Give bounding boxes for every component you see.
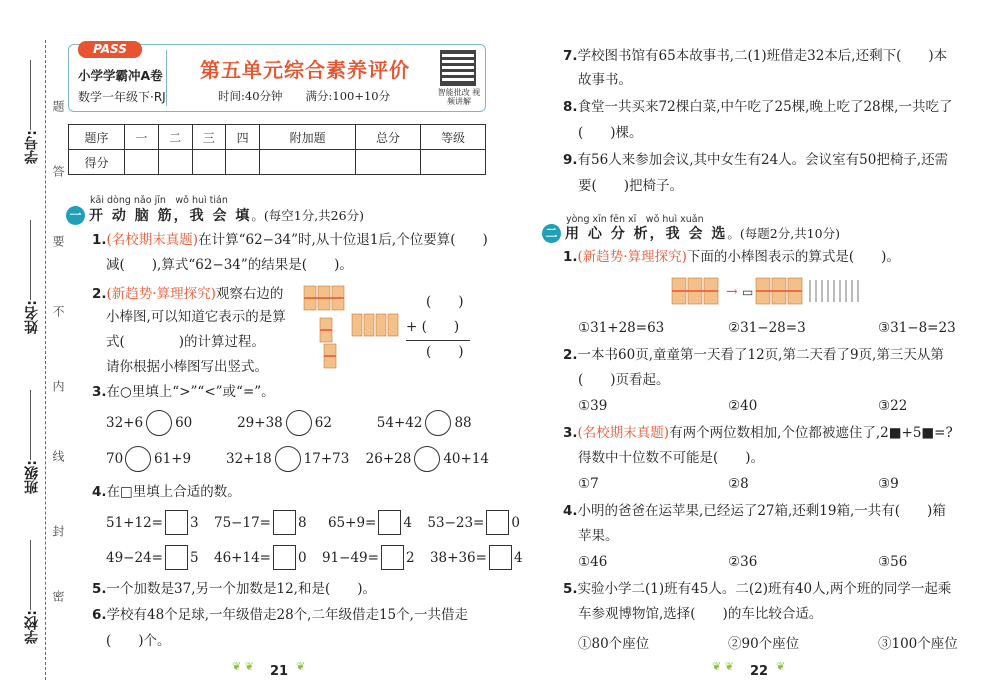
table-row [69, 150, 486, 175]
digit: 2 [405, 549, 415, 566]
compare-circle[interactable] [414, 446, 440, 472]
table-cell: 总分 [356, 125, 421, 150]
compare-right: 88 [454, 415, 472, 431]
answer-box[interactable] [273, 545, 296, 570]
option[interactable]: ②31−28=3 [728, 320, 806, 336]
options-row [578, 398, 907, 414]
digit: 4 [403, 514, 412, 531]
question-text: 在计算“62−34”时,从十位退1后,个位要算( ) [198, 232, 488, 248]
options-row [578, 632, 958, 652]
section-one-header [66, 205, 364, 225]
header-divider [166, 50, 167, 106]
score-input-cell[interactable] [356, 150, 421, 175]
equation: 38+36= [429, 549, 487, 566]
choice-question-2 [563, 343, 944, 368]
option[interactable]: ③56 [878, 554, 908, 570]
question-text: 小明的爸爸在运苹果,已经运了27箱,还剩19箱,一共有( )箱 [577, 503, 946, 519]
answer-box[interactable] [378, 510, 401, 535]
seal-char: 密 [51, 590, 65, 602]
table-cell: 二 [158, 125, 192, 150]
answer-box[interactable] [489, 545, 512, 570]
question-9-cont: 要( )把椅子。 [578, 178, 684, 194]
score-input-cell[interactable] [226, 150, 260, 175]
question-1 [92, 228, 488, 253]
question-number: 2. [92, 286, 107, 302]
answer-box[interactable] [165, 510, 188, 535]
choice-question-5 [563, 577, 951, 602]
answer-box[interactable] [273, 510, 296, 535]
fill-line [30, 390, 31, 460]
score-input-cell[interactable] [421, 150, 486, 175]
question-text: 有两个两位数相加,个位都被遮住了,2■+5■=? [669, 425, 953, 441]
table-cell: 四 [226, 125, 260, 150]
question-number: 8. [563, 99, 578, 115]
question-text: 学校图书馆有65本故事书,二(1)班借走32本后,还剩下( )本 [577, 48, 948, 64]
digit: 5 [189, 549, 199, 566]
option[interactable]: ①31+28=63 [578, 320, 665, 336]
question-7 [563, 44, 947, 69]
question-text: 有56人来参加会议,其中女生有24人。会议室有50把椅子,还需 [577, 152, 949, 168]
page-number: 22 [750, 664, 769, 679]
question-7-cont: 故事书。 [578, 72, 632, 88]
fill-line [30, 220, 31, 300]
leaf-icon: ❦ [296, 660, 306, 673]
options-row [578, 554, 907, 570]
class-label: 班级: [24, 460, 40, 494]
question-8-cont: ( )棵。 [578, 125, 643, 141]
options-row [578, 476, 899, 492]
question-8 [563, 95, 952, 120]
question-number: 2. [563, 347, 578, 363]
digit: 0 [511, 514, 520, 531]
table-cell: 三 [192, 125, 226, 150]
choice-question-4-cont: 苹果。 [578, 528, 619, 544]
digit: 4 [513, 549, 523, 566]
compare-left: 54+42 [376, 415, 423, 431]
choice-question-2-cont: ( )页看起。 [578, 372, 670, 388]
digit: 0 [297, 549, 307, 566]
question-number: 4. [563, 503, 578, 519]
compare-circle[interactable] [146, 410, 172, 436]
question-2-line2: 小棒图,可以知道它表示的是算 [106, 309, 286, 325]
table-cell: 得分 [69, 150, 125, 175]
compare-row [106, 410, 472, 436]
question-9 [563, 148, 948, 173]
choice-question-5-cont: 车参观博物馆,选择( )的车比较合适。 [578, 606, 823, 622]
compare-left: 29+38 [237, 415, 283, 431]
seal-char: 内 [51, 380, 65, 392]
choice-question-1 [563, 245, 900, 270]
question-number: 9. [563, 152, 578, 168]
qr-code-icon[interactable] [440, 50, 476, 86]
section-title: 用 心 分 析，我 会 选 [565, 226, 728, 242]
compare-left: 32+18 [226, 451, 272, 467]
compare-right: 62 [314, 415, 332, 431]
question-text: 一本书60页,童童第一天看了12页,第二天看了9页,第三天从第 [577, 347, 944, 363]
compare-right: 17+73 [303, 451, 350, 467]
option[interactable]: ②90个座位 [728, 636, 800, 652]
option[interactable]: ③100个座位 [878, 636, 958, 652]
question-6 [92, 603, 468, 628]
question-2-line3: 式( )的计算过程。 [106, 334, 266, 350]
answer-box[interactable] [486, 510, 509, 535]
question-text: 食堂一共买来72棵白菜,中午吃了25棵,晚上吃了28棵,一共吃了 [577, 99, 953, 115]
question-tag: (新趋势·算理探究) [106, 286, 216, 302]
table-cell: 题序 [69, 125, 125, 150]
option[interactable]: ③9 [878, 476, 899, 492]
score-input-cell[interactable] [125, 150, 159, 175]
question-text: 观察右边的 [215, 286, 284, 302]
equation: 75−17= [213, 514, 271, 531]
question-text: 一个加数是37,另一个加数是12,和是( )。 [106, 581, 377, 597]
compare-right: 40+14 [443, 451, 490, 467]
section-pinyin: kāi dòng nǎo jīn wǒ huì tián [90, 195, 228, 206]
svg-text:→: → [726, 284, 738, 300]
leaf-icon: ❦ ❦ [232, 660, 254, 673]
equation: 53−23= [427, 514, 485, 531]
compare-left: 32+6 [106, 415, 144, 431]
fill-line [30, 60, 31, 130]
fill-row [106, 545, 523, 570]
compare-circle[interactable] [125, 446, 151, 472]
question-2 [92, 282, 283, 307]
question-text: 在□里填上合适的数。 [106, 484, 241, 500]
option[interactable]: ③22 [878, 398, 908, 414]
seal-char: 线 [51, 450, 65, 462]
table-cell: 一 [125, 125, 159, 150]
stick-diagram-image [670, 276, 870, 306]
section-number: 一 [66, 206, 85, 225]
score-input-cell[interactable] [260, 150, 356, 175]
seal-char: 答 [51, 165, 65, 177]
book-subtitle: 数学一年级下·RJ [78, 90, 166, 104]
equation: 91−49= [321, 549, 379, 566]
question-number: 1. [92, 232, 107, 248]
seal-char: 不 [51, 305, 65, 317]
equation: 49−24= [106, 549, 163, 566]
score-table [68, 124, 486, 175]
question-number: 1. [563, 249, 578, 265]
book-title: 小学学霸冲A卷 [78, 68, 163, 83]
question-number: 3. [563, 425, 578, 441]
compare-right: 61+9 [154, 451, 192, 467]
pass-logo: PASS [78, 41, 142, 58]
digit: 8 [297, 514, 307, 531]
seal-line [45, 40, 46, 680]
section-title: 开 动 脑 筋，我 会 填 [89, 208, 252, 224]
compare-circle[interactable] [275, 446, 301, 472]
option[interactable]: ①39 [578, 398, 608, 414]
table-row [69, 125, 486, 150]
seal-char: 题 [51, 100, 65, 112]
seal-char: 封 [51, 525, 65, 537]
page-number: 21 [270, 664, 289, 679]
question-number: 3. [92, 384, 107, 400]
compare-circle[interactable] [286, 410, 312, 436]
fill-row [106, 510, 520, 535]
question-number: 4. [92, 484, 107, 500]
choice-question-4 [563, 499, 946, 524]
name-label: 姓名: [24, 300, 40, 334]
leaf-icon: ❦ ❦ [712, 660, 734, 673]
question-text: 实验小学二(1)班有45人。二(2)班有40人,两个班的同学一起乘 [577, 581, 952, 597]
section-pinyin: yòng xīn fēn xī wǒ huì xuǎn [566, 214, 704, 225]
option[interactable]: ①46 [578, 554, 608, 570]
compare-right: 60 [175, 415, 193, 431]
table-cell: 等级 [421, 125, 486, 150]
option[interactable]: ①80个座位 [578, 636, 650, 652]
equation: 46+14= [213, 549, 271, 566]
seal-char: 要 [51, 235, 65, 247]
question-number: 5. [563, 581, 578, 597]
question-text: 学校有48个足球,一年级借走28个,二年级借走15个,一共借走 [106, 607, 468, 623]
qr-caption: 智能批改 视频讲解 [437, 88, 481, 106]
leaf-icon: ❦ [776, 660, 786, 673]
choice-question-3 [563, 421, 953, 446]
option[interactable]: ①7 [578, 476, 599, 492]
school-label: 学校: [24, 610, 40, 644]
option[interactable]: ②8 [728, 476, 749, 492]
question-text: 下面的小棒图表示的算式是( )。 [686, 249, 900, 265]
option[interactable]: ②40 [728, 398, 758, 414]
vertical-calc-middle[interactable]: + ( ) [406, 319, 460, 335]
compare-left: 70 [106, 451, 124, 467]
compare-row [106, 446, 489, 472]
equation: 51+12= [106, 514, 163, 531]
section-note: 。(每题2分,共10分) [727, 226, 840, 241]
fill-line [30, 540, 31, 610]
question-tag: (新趋势·算理探究) [577, 249, 687, 265]
section-number: 二 [542, 224, 561, 243]
score-input-cell[interactable] [158, 150, 192, 175]
table-cell: 附加题 [260, 125, 356, 150]
question-4 [92, 480, 241, 505]
question-number: 5. [92, 581, 107, 597]
score-input-cell[interactable] [192, 150, 226, 175]
question-number: 6. [92, 607, 107, 623]
options-row [578, 320, 956, 336]
answer-box[interactable] [165, 545, 188, 570]
option[interactable]: ③31−8=23 [878, 320, 956, 336]
question-tag: (名校期末真题) [106, 232, 199, 248]
question-6-cont: ( )个。 [106, 633, 171, 649]
answer-box[interactable] [381, 545, 404, 570]
time-info: 时间:40分钟 满分:100+10分 [218, 89, 391, 103]
option[interactable]: ②36 [728, 554, 758, 570]
choice-question-3-cont: 得数中十位数不可能是( )。 [578, 450, 765, 466]
vertical-calc-top[interactable]: ( ) [426, 294, 464, 310]
compare-circle[interactable] [425, 410, 451, 436]
equation: 65+9= [327, 514, 377, 531]
question-2-line4: 请你根据小棒图写出竖式。 [106, 359, 268, 375]
unit-title: 第五单元综合素养评价 [200, 58, 410, 82]
section-note: 。(每空1分,共26分) [251, 208, 364, 223]
question-3 [92, 380, 275, 405]
question-number: 7. [563, 48, 578, 64]
student-id-label: 学号: [24, 130, 40, 164]
section-two-header [542, 223, 840, 243]
compare-left: 26+28 [365, 451, 412, 467]
question-5 [92, 577, 376, 602]
digit: 3 [189, 514, 199, 531]
question-1-cont: 减( ),算式“62−34”的结果是( )。 [106, 257, 353, 273]
stick-bundle-image [302, 284, 402, 374]
question-tag: (名校期末真题) [577, 425, 670, 441]
svg-text:▭: ▭ [742, 285, 754, 299]
vertical-calc-result[interactable]: ( ) [426, 344, 464, 360]
question-text: 在○里填上“>”“<”或“=”。 [106, 384, 275, 400]
